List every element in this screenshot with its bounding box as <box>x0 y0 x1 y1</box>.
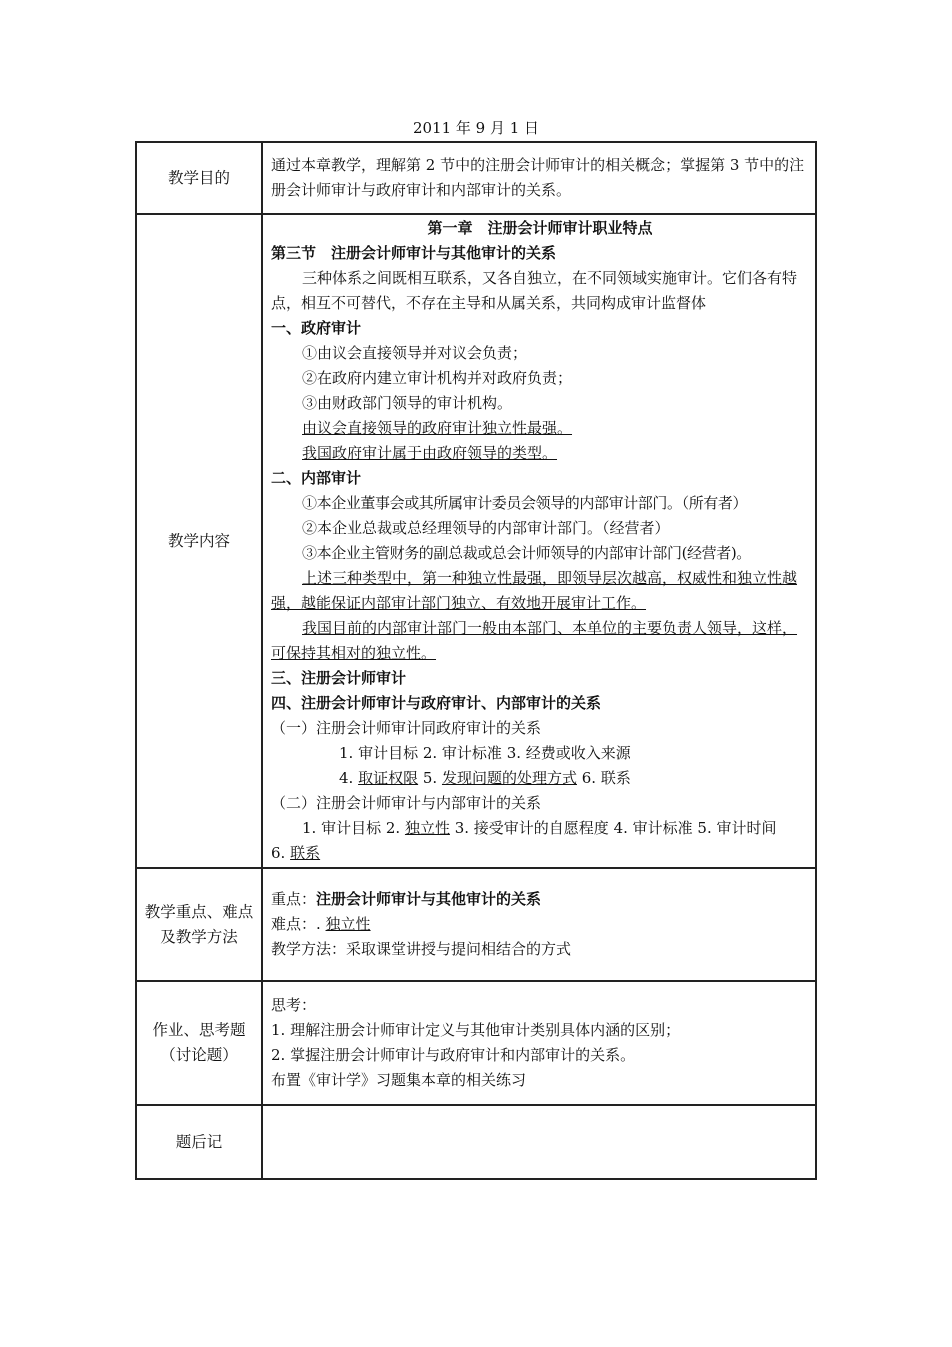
section-title: 第三节 注册会计师审计与其他审计的关系 <box>271 244 557 262</box>
keypoints-cell <box>262 868 816 981</box>
focus-text: 注册会计师审计与其他审计的关系 <box>316 890 542 908</box>
sub2-line: 1. 审计目标 2. 独立性 3. 接受审计的自愿程度 4. 审计标准 5. 审计时间 <box>302 819 777 837</box>
underlined-term: 独立性 <box>404 819 450 837</box>
cpa-audit-heading: 三、注册会计师审计 <box>271 669 407 687</box>
date-line: 2011 年 9 月 1 日 <box>412 119 540 137</box>
difficulty-line: 难点：. 独立性 <box>271 915 371 933</box>
internal-audit-heading: 二、内部审计 <box>271 469 362 487</box>
postscript-row <box>136 1105 816 1179</box>
keypoints-row <box>136 868 816 981</box>
objective-cell <box>262 142 816 214</box>
homework-line: 1. 理解注册会计师审计定义与其他审计类别具体内涵的区别； <box>271 1021 681 1039</box>
homework-line: 布置《审计学》习题集本章的相关练习 <box>271 1071 527 1089</box>
lesson-plan-table <box>135 141 817 1180</box>
objective-row <box>136 142 816 214</box>
content-row <box>136 214 816 868</box>
gov-note: 由议会直接领导的政府审计独立性最强。 <box>302 419 573 437</box>
underlined-term: 联系 <box>290 844 321 862</box>
postscript-cell <box>262 1105 816 1179</box>
homework-label: 作业、思考题（讨论题） <box>136 981 262 1105</box>
difficulty-text: 独立性 <box>325 915 371 933</box>
chapter-title: 第一章 注册会计师审计职业特点 <box>427 219 653 237</box>
relation-heading: 四、注册会计师审计与政府审计、内部审计的关系 <box>271 694 602 712</box>
gov-item: ③由财政部门领导的审计机构。 <box>302 394 513 412</box>
homework-cell <box>262 981 816 1105</box>
sub1-line: 1. 审计目标 2. 审计标准 3. 经费或收入来源 <box>339 744 631 762</box>
internal-item: ②本企业总裁或总经理领导的内部审计部门。（经营者） <box>302 519 670 537</box>
method-line: 教学方法：采取课堂讲授与提问相结合的方式 <box>271 940 572 958</box>
internal-note: 上述三种类型中，第一种独立性最强，即领导层次越高，权威性和独立性越强，越能保证内部审计部门独立、有效地开展审计工作。 <box>271 569 798 612</box>
objective-text: 通过本章教学，理解第 2 节中的注册会计师审计的相关概念；掌握第 3 节中的注册会计师审计与政府审计和内部审计的关系。 <box>271 156 805 199</box>
homework-row <box>136 981 816 1105</box>
keypoints-label: 教学重点、难点及教学方法 <box>136 868 262 981</box>
gov-item: ①由议会直接领导并对议会负责； <box>302 344 528 362</box>
homework-line: 2. 掌握注册会计师审计与政府审计和内部审计的关系。 <box>271 1046 636 1064</box>
sub1-heading: （一）注册会计师审计同政府审计的关系 <box>271 719 542 737</box>
underlined-term: 取证权限 <box>358 769 419 787</box>
internal-item: ③本企业主管财务的副总裁或总会计师领导的内部审计部门(经营者)。 <box>302 544 751 562</box>
internal-item: ①本企业董事会或其所属审计委员会领导的内部审计部门。（所有者） <box>302 494 748 512</box>
intro-paragraph: 三种体系之间既相互联系，又各自独立，在不同领域实施审计。它们各有特点，相互不可替代，不存在主导和从属关系，共同构成审计监督体 <box>271 269 798 312</box>
gov-item: ②在政府内建立审计机构并对政府负责； <box>302 369 573 387</box>
sub2-line: 6. 联系 <box>271 844 321 862</box>
sub2-heading: （二）注册会计师审计与内部审计的关系 <box>271 794 542 812</box>
gov-note: 我国政府审计属于由政府领导的类型。 <box>302 444 558 462</box>
internal-note: 我国目前的内部审计部门一般由本部门、本单位的主要负责人领导，这样，可保持其相对的独立性。 <box>271 619 798 662</box>
gov-audit-heading: 一、政府审计 <box>271 319 362 337</box>
focus-line: 重点：注册会计师审计与其他审计的关系 <box>271 890 542 908</box>
postscript-label: 题后记 <box>136 1105 262 1179</box>
homework-line: 思考： <box>271 996 317 1014</box>
sub1-line: 4. 取证权限 5. 发现问题的处理方式 6. 联系 <box>339 769 631 787</box>
underlined-term: 发现问题的处理方式 <box>441 769 577 787</box>
objective-label: 教学目的 <box>136 142 262 214</box>
content-label: 教学内容 <box>136 214 262 868</box>
content-cell <box>262 214 816 868</box>
